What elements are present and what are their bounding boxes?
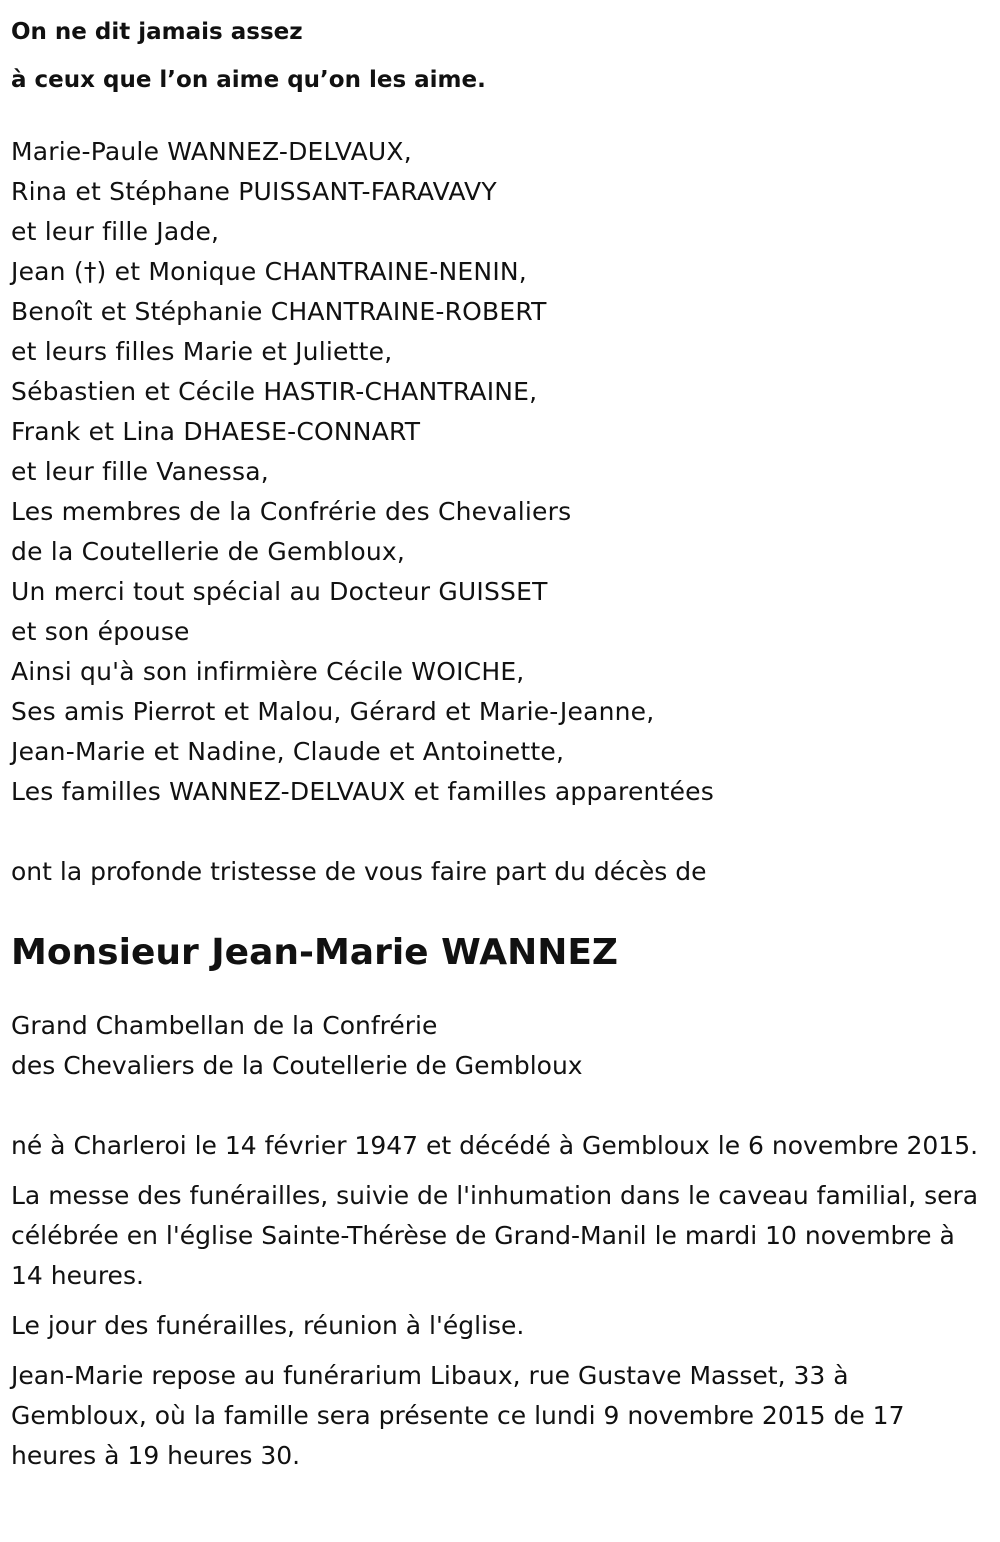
family-line: Les familles WANNEZ-DELVAUX et familles apparentées bbox=[11, 777, 714, 806]
family-line: et leur fille Jade, bbox=[11, 217, 220, 246]
family-line: Frank et Lina DHAESE-CONNART bbox=[11, 417, 421, 446]
family-line: Marie-Paule WANNEZ-DELVAUX, bbox=[11, 137, 412, 166]
birth-death-paragraph: né à Charleroi le 14 février 1947 et décédé à Gembloux le 6 novembre 2015. bbox=[11, 1131, 979, 1160]
obituary-notice bbox=[11, 0, 986, 1476]
quote-line: On ne dit jamais assez bbox=[11, 19, 303, 45]
funeral-paragraph: La messe des funérailles, suivie de l'inhumation dans le caveau familial, sera célébrée en l'église Sainte-Thérèse de Grand-Manil le mardi 10 novembre à 14 heures. bbox=[11, 1181, 979, 1290]
family-line: Ainsi qu'à son infirmière Cécile WOICHE, bbox=[11, 657, 525, 686]
visitation-paragraph: Jean-Marie repose au funérarium Libaux, rue Gustave Masset, 33 à Gembloux, où la famille sera présente ce lundi 9 novembre 2015 de 17 heures à 19 heures 30. bbox=[11, 1361, 905, 1470]
family-line: Jean-Marie et Nadine, Claude et Antoinette, bbox=[11, 737, 565, 766]
family-line: Benoît et Stéphanie CHANTRAINE-ROBERT bbox=[11, 297, 547, 326]
announcement-text: ont la profonde tristesse de vous faire part du décès de bbox=[11, 857, 707, 886]
title-line: des Chevaliers de la Coutellerie de Gembloux bbox=[11, 1051, 583, 1080]
family-line: et leurs filles Marie et Juliette, bbox=[11, 337, 393, 366]
title-line: Grand Chambellan de la Confrérie bbox=[11, 1011, 438, 1040]
family-line: Rina et Stéphane PUISSANT-FARAVAVY bbox=[11, 177, 497, 206]
meeting-paragraph: Le jour des funérailles, réunion à l'église. bbox=[11, 1311, 525, 1340]
family-line: Sébastien et Cécile HASTIR-CHANTRAINE, bbox=[11, 377, 538, 406]
family-line: Ses amis Pierrot et Malou, Gérard et Marie-Jeanne, bbox=[11, 697, 655, 726]
deceased-name: Monsieur Jean-Marie WANNEZ bbox=[11, 932, 619, 973]
deceased-title bbox=[11, 1006, 986, 1086]
opening-quote bbox=[11, 0, 986, 104]
family-line: Jean (†) et Monique CHANTRAINE-NENIN, bbox=[11, 257, 527, 286]
family-line: et son épouse bbox=[11, 617, 190, 646]
family-line: et leur fille Vanessa, bbox=[11, 457, 269, 486]
family-line: Un merci tout spécial au Docteur GUISSET bbox=[11, 577, 548, 606]
quote-line: à ceux que l’on aime qu’on les aime. bbox=[11, 67, 486, 93]
family-list bbox=[11, 132, 986, 812]
family-line: de la Coutellerie de Gembloux, bbox=[11, 537, 406, 566]
family-line: Les membres de la Confrérie des Chevaliers bbox=[11, 497, 572, 526]
